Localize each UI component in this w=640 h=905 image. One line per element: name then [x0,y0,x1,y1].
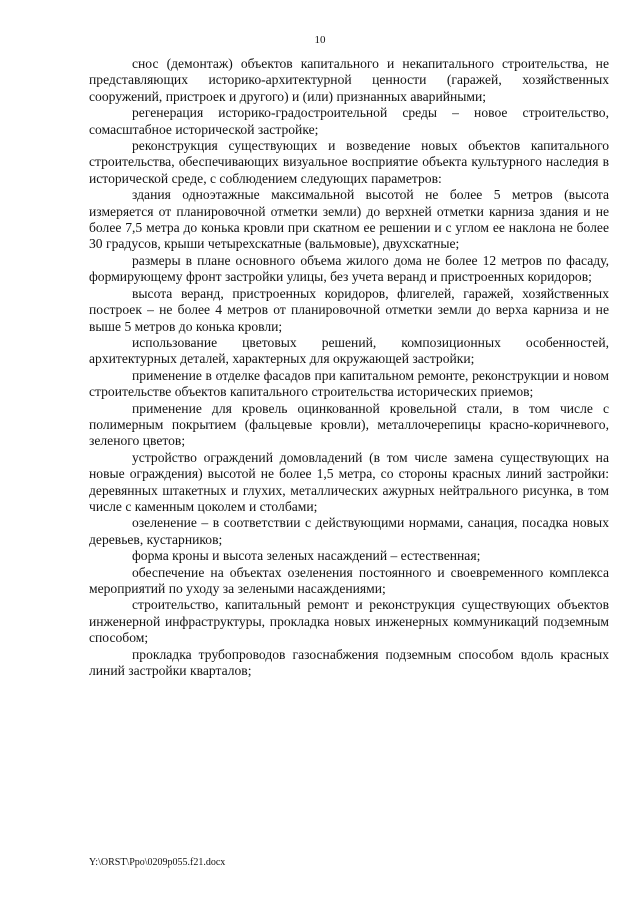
paragraph: применение в отделке фасадов при капитальном ремонте, реконструкции и новом строительстве объектов капитального строительства исторических приемов; [89,367,609,400]
paragraph: высота веранд, пристроенных коридоров, флигелей, гаражей, хозяйственных построек – не более 4 метров от планировочной отметки земли до верха карниза и не выше 5 метров до конька кровли; [89,285,609,334]
paragraph: устройство ограждений домовладений (в том числе замена существующих на новые ограждения) высотой не более 1,5 метра, со стороны красных линий застройки: деревянных штакетных и глухих, металлических ажурных нейтрального рисунка, в том числе с каменным цоколем и столбами; [89,449,609,514]
paragraph: реконструкция существующих и возведение новых объектов капитального строительства, обеспечивающих визуальное восприятие объекта культурного наследия в исторической среде, с соблюдением следующих параметров: [89,138,609,186]
paragraph: использование цветовых решений, композиционных особенностей, архитектурных деталей, характерных для окружающей застройки; [89,334,609,367]
paragraph: регенерация историко-градостроительной среды – новое строительство, сомасштабное исторической застройке; [89,105,609,137]
paragraph: озеленение – в соответствии с действующими нормами, санация, посадка новых деревьев, кустарников; [89,515,609,547]
paragraph: здания одноэтажные максимальной высотой не более 5 метров (высота измеряется от планировочной отметки земли) до верхней отметки карниза здания и не более 7,5 метра до конька кровли при скатном ее решении и с углом ее наклона не более 30 градусов, крыши четырехскатные (вальмовые), двухскатные; [89,187,609,252]
file-path-footer: Y:\ORST\Ppo\0209p055.f21.docx [89,857,226,868]
paragraph: строительство, капитальный ремонт и реконструкция существующих объектов инженерной инфраструктуры, прокладка новых инженерных коммуникаций подземным способом; [89,597,609,646]
paragraph: форма кроны и высота зеленых насаждений – естественная; [132,548,481,564]
paragraph: прокладка трубопроводов газоснабжения подземным способом вдоль красных линий застройки кварталов; [89,646,609,679]
paragraph: обеспечение на объектах озеленения постоянного и своевременного комплекса мероприятий по уходу за зелеными насаждениями; [89,564,609,596]
page-number: 10 [314,34,326,46]
document-body [89,56,609,679]
paragraph: размеры в плане основного объема жилого дома не более 12 метров по фасаду, формирующему фронт застройки улицы, без учета веранд и пристроенных коридоров; [89,252,609,285]
paragraph: применение для кровель оцинкованной кровельной стали, в том числе с полимерным покрытием (фальцевые кровли), металлочерепицы красно-коричневого, зеленого цветов; [89,400,609,449]
paragraph: снос (демонтаж) объектов капитального и некапитального строительства, не представляющих историко-архитектурной ценности (гаражей, хозяйственных сооружений, пристроек и другого) и (или) признанных аварийными; [89,56,609,104]
